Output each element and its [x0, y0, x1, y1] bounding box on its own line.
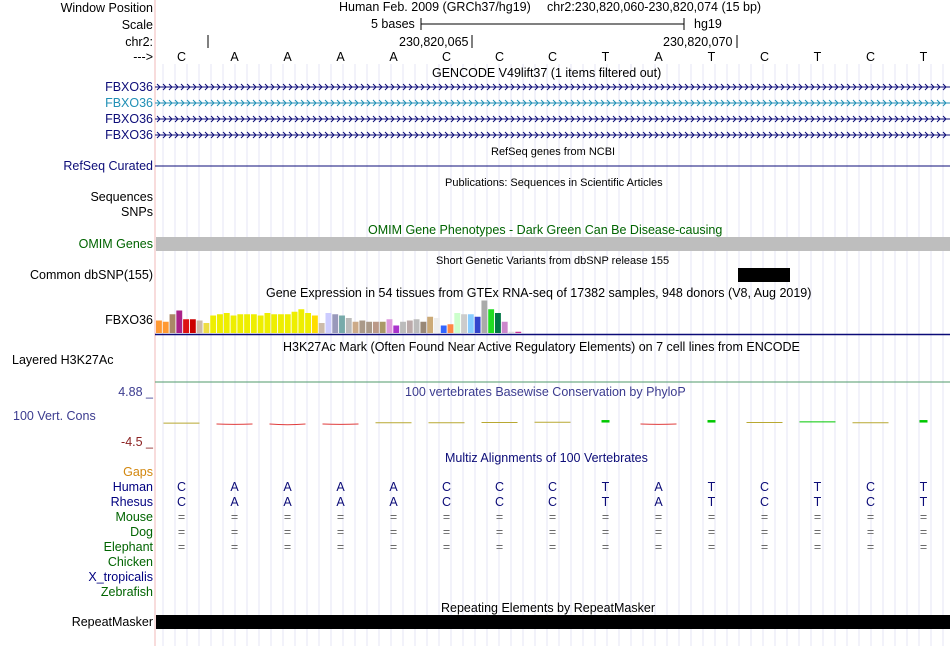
coord-tick-1: 230,820,065 — [399, 35, 469, 49]
position-text: chr2:230,820,060-230,820,074 (15 bp) — [547, 0, 762, 14]
alignment-base: = — [442, 540, 451, 554]
reference-base: T — [707, 50, 716, 64]
alignment-base: = — [283, 540, 292, 554]
alignment-base: = — [177, 510, 186, 524]
reference-base: T — [601, 50, 610, 64]
alignment-base: T — [813, 480, 822, 494]
h3k27ac-label[interactable]: Layered H3K27Ac — [12, 353, 114, 367]
alignment-base: = — [813, 525, 822, 539]
gencode-title: GENCODE V49lift37 (1 items filtered out) — [432, 66, 662, 80]
omim-title: OMIM Gene Phenotypes - Dark Green Can Be Disease-causing — [368, 223, 723, 237]
alignment-base: = — [548, 525, 557, 539]
alignment-base: = — [548, 510, 557, 524]
alignment-base: = — [601, 540, 610, 554]
omim-label[interactable]: OMIM Genes — [78, 237, 153, 251]
alignment-base: C — [865, 480, 876, 494]
gencode-label-2[interactable]: FBXO36 — [105, 96, 153, 110]
alignment-base: = — [866, 525, 875, 539]
alignment-base: = — [654, 525, 663, 539]
alignment-base: A — [283, 495, 292, 509]
alignment-base: = — [495, 540, 504, 554]
alignment-base: = — [866, 540, 875, 554]
reference-base: C — [441, 50, 452, 64]
alignment-base: A — [654, 495, 663, 509]
alignment-base: = — [919, 510, 928, 524]
alignment-base: = — [283, 525, 292, 539]
publications-sequences-label[interactable]: Sequences — [90, 190, 153, 204]
publications-snps-label[interactable]: SNPs — [121, 205, 153, 219]
alignment-base: = — [336, 540, 345, 554]
alignment-base: T — [707, 495, 716, 509]
alignment-base: T — [813, 495, 822, 509]
alignment-base: = — [707, 540, 716, 554]
reference-base: C — [547, 50, 558, 64]
alignment-base: C — [441, 495, 452, 509]
species-label[interactable]: Rhesus — [110, 495, 153, 509]
cons-title: 100 vertebrates Basewise Conservation by PhyloP — [405, 385, 686, 399]
alignment-base: C — [759, 480, 770, 494]
chrom-label: chr2: — [125, 35, 153, 49]
strand-label: ---> — [133, 50, 153, 64]
alignment-base: C — [176, 495, 187, 509]
scale-db-text: hg19 — [694, 17, 722, 31]
alignment-base: C — [494, 495, 505, 509]
gtex-title: Gene Expression in 54 tissues from GTEx RNA-seq of 17382 samples, 948 donors (V8, Aug 2019) — [266, 286, 812, 300]
refseq-label[interactable]: RefSeq Curated — [63, 159, 153, 173]
reference-base: C — [865, 50, 876, 64]
reference-base: T — [813, 50, 822, 64]
alignment-base: T — [601, 480, 610, 494]
reference-base: C — [494, 50, 505, 64]
alignment-base: A — [389, 480, 398, 494]
scale-label: Scale — [121, 18, 153, 32]
multiz-title: Multiz Alignments of 100 Vertebrates — [445, 451, 648, 465]
alignment-base: = — [283, 510, 292, 524]
alignment-base: = — [389, 540, 398, 554]
alignment-base: A — [389, 495, 398, 509]
alignment-base: A — [336, 480, 345, 494]
alignment-base: = — [495, 525, 504, 539]
refseq-title: RefSeq genes from NCBI — [491, 146, 616, 158]
alignment-base: = — [919, 540, 928, 554]
alignment-base: = — [389, 510, 398, 524]
alignment-base: C — [759, 495, 770, 509]
alignment-base: = — [601, 525, 610, 539]
alignment-base: = — [601, 510, 610, 524]
alignment-base: A — [654, 480, 663, 494]
alignment-base: C — [441, 480, 452, 494]
publications-title: Publications: Sequences in Scientific Articles — [445, 177, 663, 189]
alignment-base: = — [707, 525, 716, 539]
multiz-gaps-label[interactable]: Gaps — [123, 465, 153, 479]
alignment-base: = — [230, 510, 239, 524]
species-label[interactable]: Human — [112, 480, 153, 494]
repeatmasker-label[interactable]: RepeatMasker — [71, 615, 153, 629]
gencode-label-4[interactable]: FBXO36 — [105, 128, 153, 142]
repeatmasker-title: Repeating Elements by RepeatMasker — [441, 601, 656, 615]
reference-base: A — [336, 50, 345, 64]
alignment-base: = — [230, 540, 239, 554]
alignment-base: C — [547, 495, 558, 509]
reference-base: C — [759, 50, 770, 64]
dbsnp-title: Short Genetic Variants from dbSNP release 155 — [436, 255, 670, 267]
alignment-base: C — [865, 495, 876, 509]
reference-base: C — [176, 50, 187, 64]
cons-min-label: -4.5 _ — [121, 435, 153, 449]
alignment-base: = — [760, 510, 769, 524]
alignment-base: = — [707, 510, 716, 524]
cons-label[interactable]: 100 Vert. Cons — [13, 409, 96, 423]
reference-base: A — [283, 50, 292, 64]
alignment-base: = — [813, 510, 822, 524]
alignment-base: = — [919, 525, 928, 539]
cons-max-label: 4.88 _ — [118, 385, 153, 399]
alignment-base: A — [230, 480, 239, 494]
alignment-base: T — [707, 480, 716, 494]
alignment-base: = — [866, 510, 875, 524]
alignment-base: A — [230, 495, 239, 509]
alignment-base: = — [336, 510, 345, 524]
alignment-base: = — [177, 540, 186, 554]
alignment-base: = — [442, 525, 451, 539]
alignment-base: = — [654, 510, 663, 524]
h3k27ac-title: H3K27Ac Mark (Often Found Near Active Regulatory Elements) on 7 cell lines from ENCODE — [283, 340, 800, 354]
alignment-base: A — [336, 495, 345, 509]
gtex-label[interactable]: FBXO36 — [105, 313, 153, 327]
gencode-label-3[interactable]: FBXO36 — [105, 112, 153, 126]
scale-bar-text: 5 bases — [371, 17, 415, 31]
reference-base: T — [919, 50, 928, 64]
reference-base: A — [230, 50, 239, 64]
alignment-base: A — [283, 480, 292, 494]
alignment-base: = — [654, 540, 663, 554]
species-label[interactable]: Dog — [130, 525, 153, 539]
alignment-base: C — [547, 480, 558, 494]
species-label[interactable]: Elephant — [103, 540, 153, 554]
species-label[interactable]: Mouse — [115, 510, 153, 524]
reference-base: A — [654, 50, 663, 64]
alignment-base: T — [601, 495, 610, 509]
alignment-base: = — [760, 525, 769, 539]
alignment-base: = — [760, 540, 769, 554]
species-label[interactable]: Zebrafish — [100, 585, 153, 599]
gencode-label-1[interactable]: FBXO36 — [105, 80, 153, 94]
alignment-base: = — [442, 510, 451, 524]
alignment-base: C — [176, 480, 187, 494]
reference-base: A — [389, 50, 398, 64]
window-position-label: Window Position — [60, 1, 153, 15]
alignment-base: = — [389, 525, 398, 539]
alignment-base: = — [230, 525, 239, 539]
alignment-base: T — [919, 480, 928, 494]
alignment-base: = — [495, 510, 504, 524]
species-label[interactable]: X_tropicalis — [88, 570, 153, 584]
coord-tick-2: 230,820,070 — [663, 35, 733, 49]
assembly-text: Human Feb. 2009 (GRCh37/hg19) — [339, 0, 531, 14]
species-label[interactable]: Chicken — [107, 555, 153, 569]
alignment-base: C — [494, 480, 505, 494]
dbsnp-label[interactable]: Common dbSNP(155) — [30, 268, 153, 282]
alignment-base: = — [177, 525, 186, 539]
alignment-base: T — [919, 495, 928, 509]
alignment-base: = — [813, 540, 822, 554]
alignment-base: = — [336, 525, 345, 539]
alignment-base: = — [548, 540, 557, 554]
